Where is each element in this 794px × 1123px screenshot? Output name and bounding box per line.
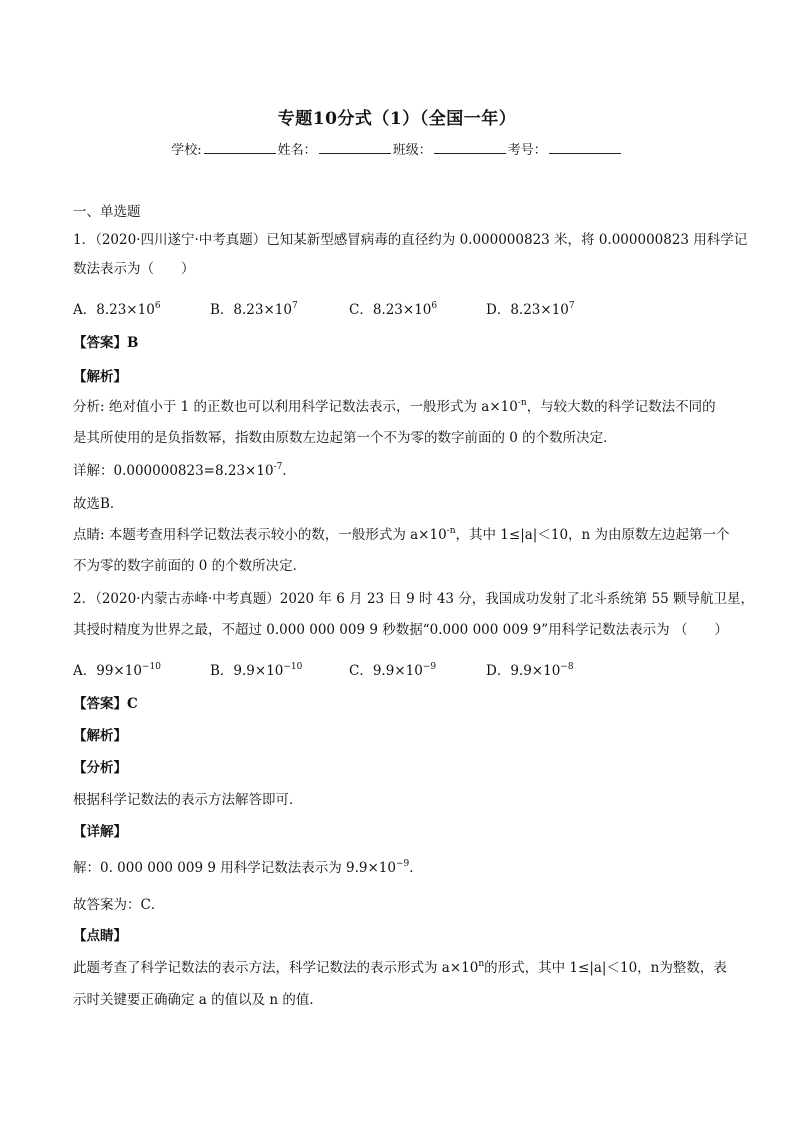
q1-detail: 详解：$0.000000823=8.23\times 10^{-7}$． — [73, 461, 296, 479]
q2-comment-line2: 示时关键要正确确定 a 的值以及 n 的值． — [73, 992, 323, 1008]
q1-comment-line1: 点睛: 本题考查用科学记数法表示较小的数，一般形式为 $a\times 10^{-n}$，其中 1≤|a|＜10，n 为由原数左边起第一个 — [73, 525, 730, 543]
q2-stem-line2: 其授时精度为世界之最，不超过 0.000 000 009 9 秒数据“0.000 000 009 9”用科学记数法表示为 （ ） — [73, 622, 728, 638]
q1-stem-line2: 数法表示为（ ） — [73, 261, 195, 277]
q2-detail-heading: 【详解】 — [73, 824, 127, 840]
q2-fenxi-heading: 【分析】 — [73, 760, 127, 776]
q2-fenxi-text: 根据科学记数法的表示方法解答即可． — [73, 792, 303, 808]
school-blank — [204, 141, 276, 154]
q1-answer: 【答案】B — [73, 335, 139, 351]
q2-analysis-heading: 【解析】 — [73, 728, 127, 744]
q1-option-d: D．$8.23\times 10^7$ — [486, 300, 575, 318]
q1-analysis-heading: 【解析】 — [73, 369, 127, 385]
q1-option-a: A．$8.23\times 10^6$ — [73, 300, 161, 318]
q2-comment-heading: 【点睛】 — [73, 928, 127, 944]
q2-final-answer: 故答案为：C． — [73, 897, 165, 913]
q1-analysis-line1: 分析: 绝对值小于 1 的正数也可以利用科学记数法表示，一般形式为 $a\times 10^{-n}$，与较大数的科学记数法不同的 — [73, 397, 716, 415]
exam-no-label: 考号： — [507, 143, 547, 158]
q2-stem-line1: 2．（2020·内蒙古赤峰·中考真题）2020 年 6 月 23 日 9 时 43 分，我国成功发射了北斗系统第 55 颗导航卫星， — [73, 591, 755, 607]
q1-option-c: C．$8.23\times 10^6$ — [349, 300, 438, 318]
q1-comment-line2: 不为零的数字前面的 0 的个数所决定． — [73, 558, 307, 574]
school-label: 学校: — [171, 143, 202, 158]
q2-answer: 【答案】C — [73, 696, 138, 712]
section-heading: 一、单选题 — [73, 204, 141, 220]
q2-option-c: C．$9.9\times 10^{-9}$ — [349, 661, 437, 679]
q2-option-d: D．$9.9\times 10^{-8}$ — [486, 661, 574, 679]
exam-no-blank — [549, 141, 621, 154]
page-title: 专题10分式（1）（全国一年） — [277, 109, 517, 129]
student-info-line — [0, 139, 794, 158]
q2-option-b: B．$9.9\times 10^{-10}$ — [210, 661, 303, 679]
name-blank — [319, 141, 391, 154]
q1-analysis-line2: 是其所使用的是负指数幂，指数由原数左边起第一个不为零的数字前面的 0 的个数所决定． — [73, 430, 617, 446]
class-label: 班级： — [392, 143, 432, 158]
q2-comment-line1: 此题考查了科学记数法的表示方法，科学记数法的表示形式为 $a\times 10^n$的形式，其中 1≤|a|＜10，n为整数，表 — [73, 958, 727, 976]
class-blank — [434, 141, 506, 154]
q2-detail-text: 解：0. 000 000 009 9 用科学记数法表示为 $9.9\times 10^{-9}$． — [73, 858, 423, 876]
q1-choice: 故选B． — [73, 496, 124, 512]
name-label: 姓名： — [277, 143, 317, 158]
q2-option-a: A．$99\times 10^{-10}$ — [73, 661, 161, 679]
q1-option-b: B．$8.23\times 10^7$ — [210, 300, 298, 318]
q1-stem-line1: 1．（2020·四川遂宁·中考真题）已知某新型感冒病毒的直径约为 0.000000823 米，将 0.000000823 用科学记 — [73, 232, 748, 248]
